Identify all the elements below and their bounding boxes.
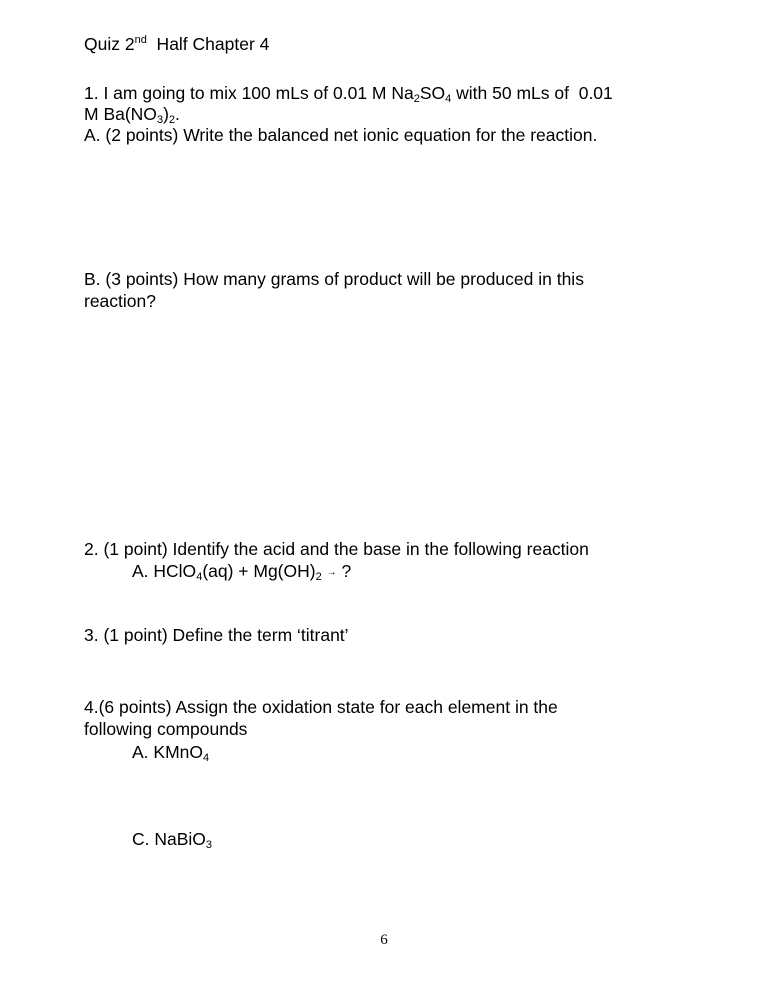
- quiz-title: Quiz 2nd Half Chapter 4: [84, 34, 270, 54]
- question-1-part-a: A. (2 points) Write the balanced net ionic equation for the reaction.: [84, 125, 598, 145]
- question-1-line-2: M $Ba(NO_3)_2$.: [84, 104, 180, 126]
- question-4-line-1: 4.(6 points) Assign the oxidation state for each element in the: [84, 697, 558, 717]
- question-1-part-b-line-1: B. (3 points) How many grams of product will be produced in this: [84, 269, 584, 289]
- question-1-part-b-line-2: reaction?: [84, 291, 156, 311]
- question-3: 3. (1 point) Define the term ‘titrant’: [84, 625, 349, 645]
- page-number: 6: [380, 932, 388, 948]
- question-1-line-1: 1. I am going to mix 100 mLs of 0.01 M $Na_2SO_4$ with 50 mLs of 0.01: [84, 83, 613, 105]
- question-2-line-1: 2. (1 point) Identify the acid and the base in the following reaction: [84, 539, 589, 559]
- question-4-part-c: C. NaBiO$_3$: [132, 829, 213, 851]
- reaction-arrow: →: [326, 567, 337, 578]
- question-4-line-2: following compounds: [84, 719, 248, 739]
- question-4-part-a: A. KMnO$_4$: [132, 742, 210, 764]
- question-2-part-a: A. HClO$_4$(aq) + $Mg(OH)_2$ → ?: [132, 561, 352, 583]
